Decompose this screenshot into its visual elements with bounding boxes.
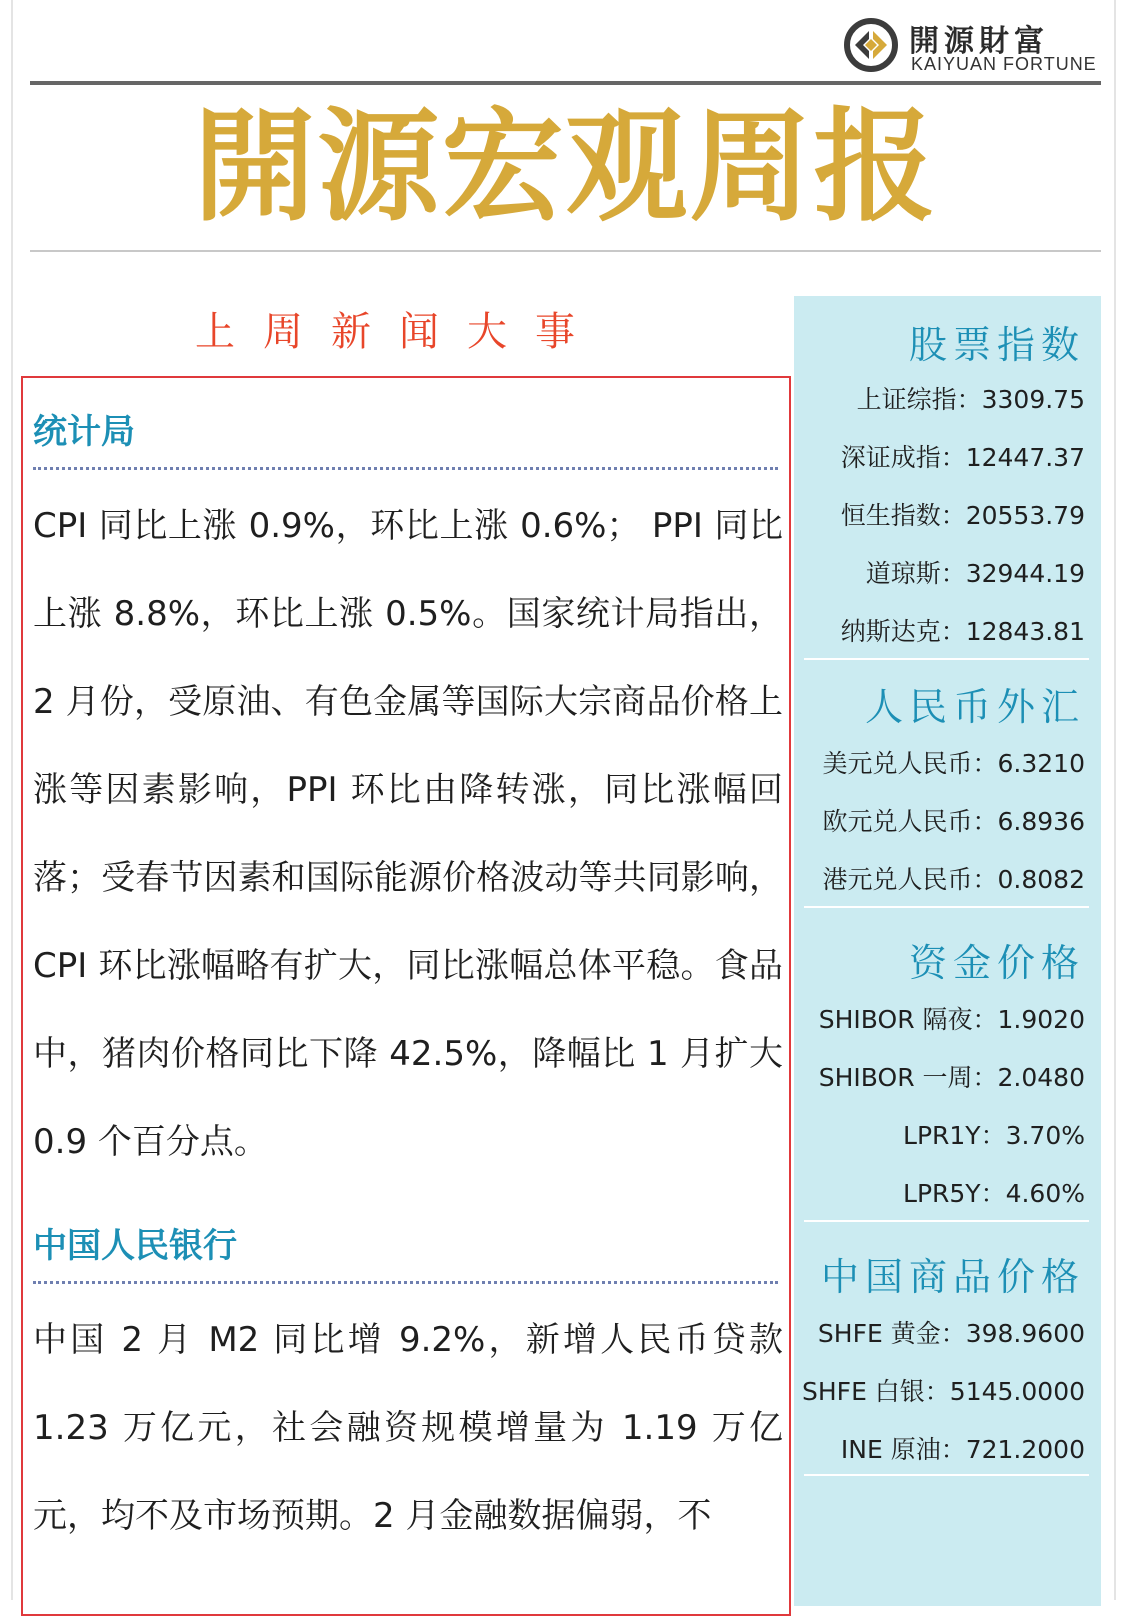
header-rule [30,81,1101,85]
fx-title: 人民币外汇 [864,685,1085,729]
news-body-pboc: 中国 2 月 M2 同比增 9.2%，新增人民币贷款 1.23 万亿元，社会融资规模增量为 1.19 万亿元，均不及市场预期。2 月金融数据偏弱，不 [33,1320,783,1536]
title-rule [30,250,1101,252]
brand-logo [843,14,1103,78]
commodity-row: INE 原油：721.2000 [840,1435,1085,1464]
fx-row: 港元兑人民币：0.8082 [822,865,1085,894]
sidebar-divider [804,906,1089,908]
report-title: 開源宏观周报 [193,96,938,238]
funding-row: LPR1Y：3.70% [903,1121,1085,1150]
stock-index-row: 道琼斯：32944.19 [865,559,1085,588]
sidebar-divider [804,658,1089,660]
funding-row: SHIBOR 隔夜：1.9020 [818,1005,1085,1034]
commodity-row: SHFE 黄金：398.9600 [817,1319,1085,1348]
news-heading-statistics: 统计局 [33,412,135,452]
stock-index-row: 纳斯达克：12843.81 [840,617,1085,646]
stock-index-row: 深证成指：12447.37 [840,443,1085,472]
funding-row: SHIBOR 一周：2.0480 [818,1063,1085,1092]
news-divider [33,467,778,470]
fx-row: 美元兑人民币：6.3210 [822,749,1085,778]
brand-name-cn: 開源財富 [909,24,1049,59]
stock-index-row: 上证综指：3309.75 [856,385,1085,414]
brand-name-en: KAIYUAN FORTUNE [911,54,1097,74]
news-divider [33,1281,778,1284]
news-heading-pboc: 中国人民银行 [33,1226,237,1266]
sidebar-divider [804,1474,1089,1476]
news-section-title: 上周新闻大事 [195,309,603,355]
news-body-statistics: CPI 同比上涨 0.9%，环比上涨 0.6%； PPI 同比上涨 8.8%，环比上涨 0.5%。国家统计局指出，2 月份，受原油、有色金属等国际大宗商品价格上涨等因素影响，PPI 环比由降转涨，同比涨幅回落；受春节因素和国际能源价格波动等共同影响，CPI 环比涨幅略有扩大，同比涨幅总体平稳。食品中，猪肉价格同比下降 42.5%，降幅比 1 月扩大 0.9 个百分点。 [33,506,783,1162]
commodity-row: SHFE 白银：5145.0000 [802,1377,1085,1406]
commodity-title: 中国商品价格 [820,1255,1085,1299]
kaiyuan-logo-icon [843,17,899,73]
funding-row: LPR5Y：4.60% [903,1179,1085,1208]
sidebar-divider [804,1220,1089,1222]
stock-index-title: 股票指数 [908,323,1085,367]
funding-title: 资金价格 [908,941,1085,985]
fx-row: 欧元兑人民币：6.8936 [822,807,1085,836]
market-sidebar [794,296,1101,1606]
stock-index-row: 恒生指数：20553.79 [840,501,1085,530]
